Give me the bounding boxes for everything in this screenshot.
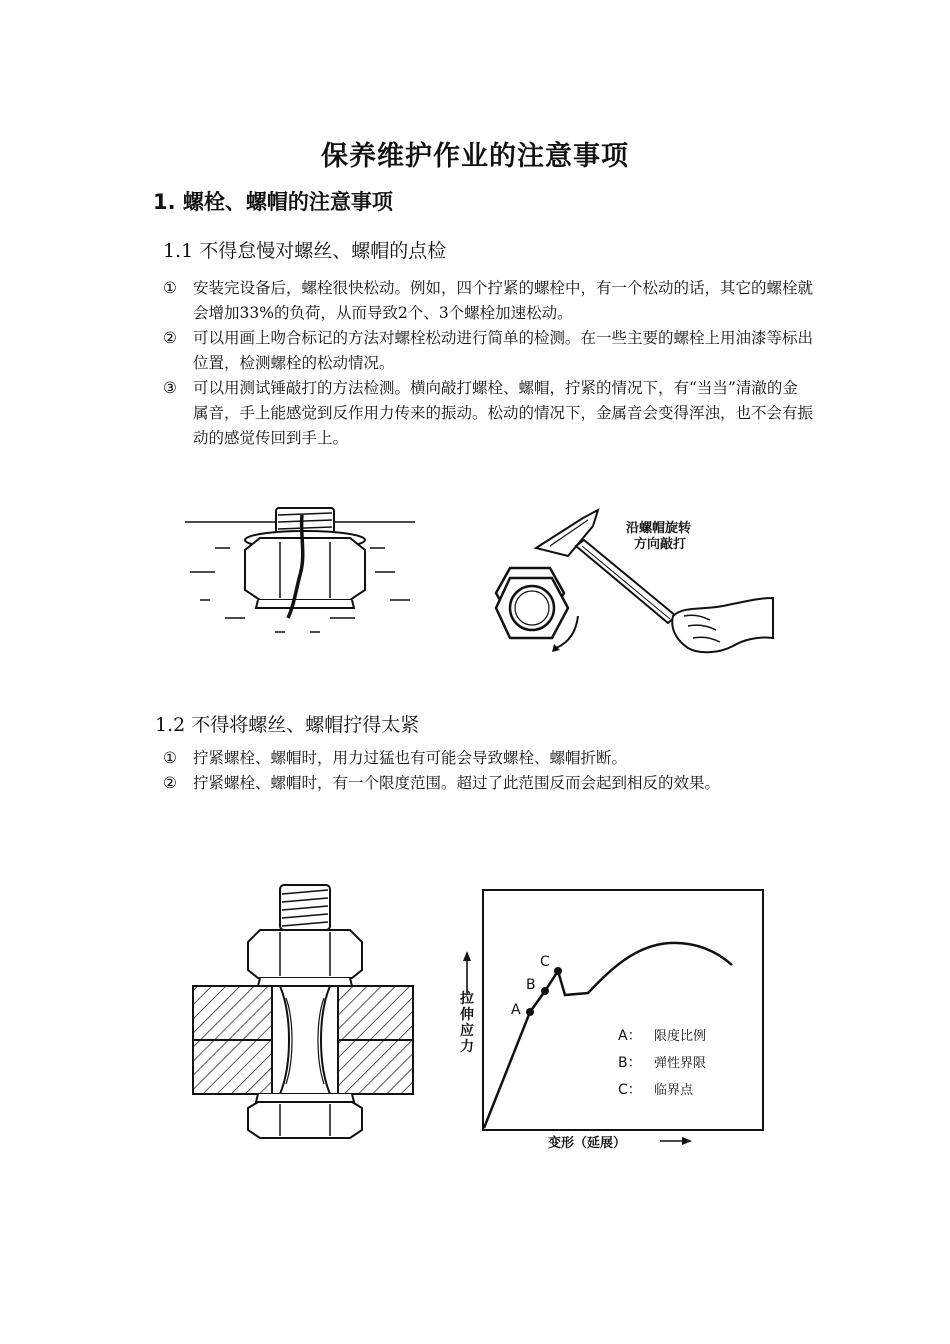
section-heading: 1. 螺栓、螺帽的注意事项 <box>153 190 393 214</box>
x-axis-arrow-head <box>682 1137 692 1145</box>
legend-b-key: B： <box>618 1055 642 1071</box>
list-item <box>163 771 813 796</box>
hammer-caption-line1: 沿螺帽旋转 <box>626 521 692 536</box>
legend-a-key: A： <box>618 1028 642 1044</box>
stress-strain-chart <box>450 885 780 1153</box>
list-1-1 <box>163 276 813 451</box>
point-c-label: C <box>540 954 550 970</box>
hammer-caption-line2: 方向敲打 <box>634 537 687 552</box>
point-a-label: A <box>511 1002 521 1018</box>
legend-c-key: C： <box>618 1082 642 1098</box>
item-number: ② <box>163 329 177 347</box>
y-axis-label: 拉伸应力 <box>460 991 474 1055</box>
item-text: 可以用测试锤敲打的方法检测。横向敲打螺栓、螺帽，拧紧的情况下，有“当当”清澈的金属音，手上能感觉到反作用力传来的振动。松动的情况下，金属音会变得浑浊，也不会有振动的感觉传回到手上。 <box>193 379 814 447</box>
page-title: 保养维护作业的注意事项 <box>321 141 629 172</box>
item-number: ③ <box>163 379 177 397</box>
item-text: 安装完设备后，螺栓很快松动。例如，四个拧紧的螺栓中，有一个松动的话，其它的螺栓就会增加33%的负荷，从而导致2个、3个螺栓加速松动。 <box>193 279 814 322</box>
legend-a-label: 限度比例 <box>654 1029 707 1044</box>
list-item <box>163 326 813 376</box>
bolt-marking-figure <box>180 500 420 650</box>
bolt-cross-section-figure <box>190 880 420 1142</box>
item-text: 拧紧螺栓、螺帽时，有一个限度范围。超过了此范围反而会起到相反的效果。 <box>193 774 721 792</box>
x-axis-label: 变形（延展） <box>548 1136 627 1151</box>
item-number: ② <box>163 774 177 792</box>
subsection-heading-1-1: 1.1 不得怠慢对螺丝、螺帽的点检 <box>163 240 447 262</box>
point-b-label: B <box>526 977 536 993</box>
subsection-heading-1-2: 1.2 不得将螺丝、螺帽拧得太紧 <box>155 714 420 736</box>
point-b <box>541 987 549 995</box>
legend-b-label: 弹性界限 <box>654 1056 707 1071</box>
hammer-test-figure <box>488 498 788 663</box>
list-item <box>163 276 813 326</box>
list-item <box>163 746 813 771</box>
point-a <box>526 1008 534 1016</box>
list-item <box>163 376 813 451</box>
point-c <box>554 967 562 975</box>
item-number: ① <box>163 279 177 297</box>
list-1-2 <box>163 746 813 796</box>
legend-c-label: 临界点 <box>654 1083 694 1098</box>
item-number: ① <box>163 749 177 767</box>
item-text: 拧紧螺栓、螺帽时，用力过猛也有可能会导致螺栓、螺帽折断。 <box>193 749 628 767</box>
item-text: 可以用画上吻合标记的方法对螺栓松动进行简单的检测。在一些主要的螺栓上用油漆等标出位置，检测螺栓的松动情况。 <box>193 329 814 372</box>
y-axis-arrow-head <box>463 951 471 961</box>
